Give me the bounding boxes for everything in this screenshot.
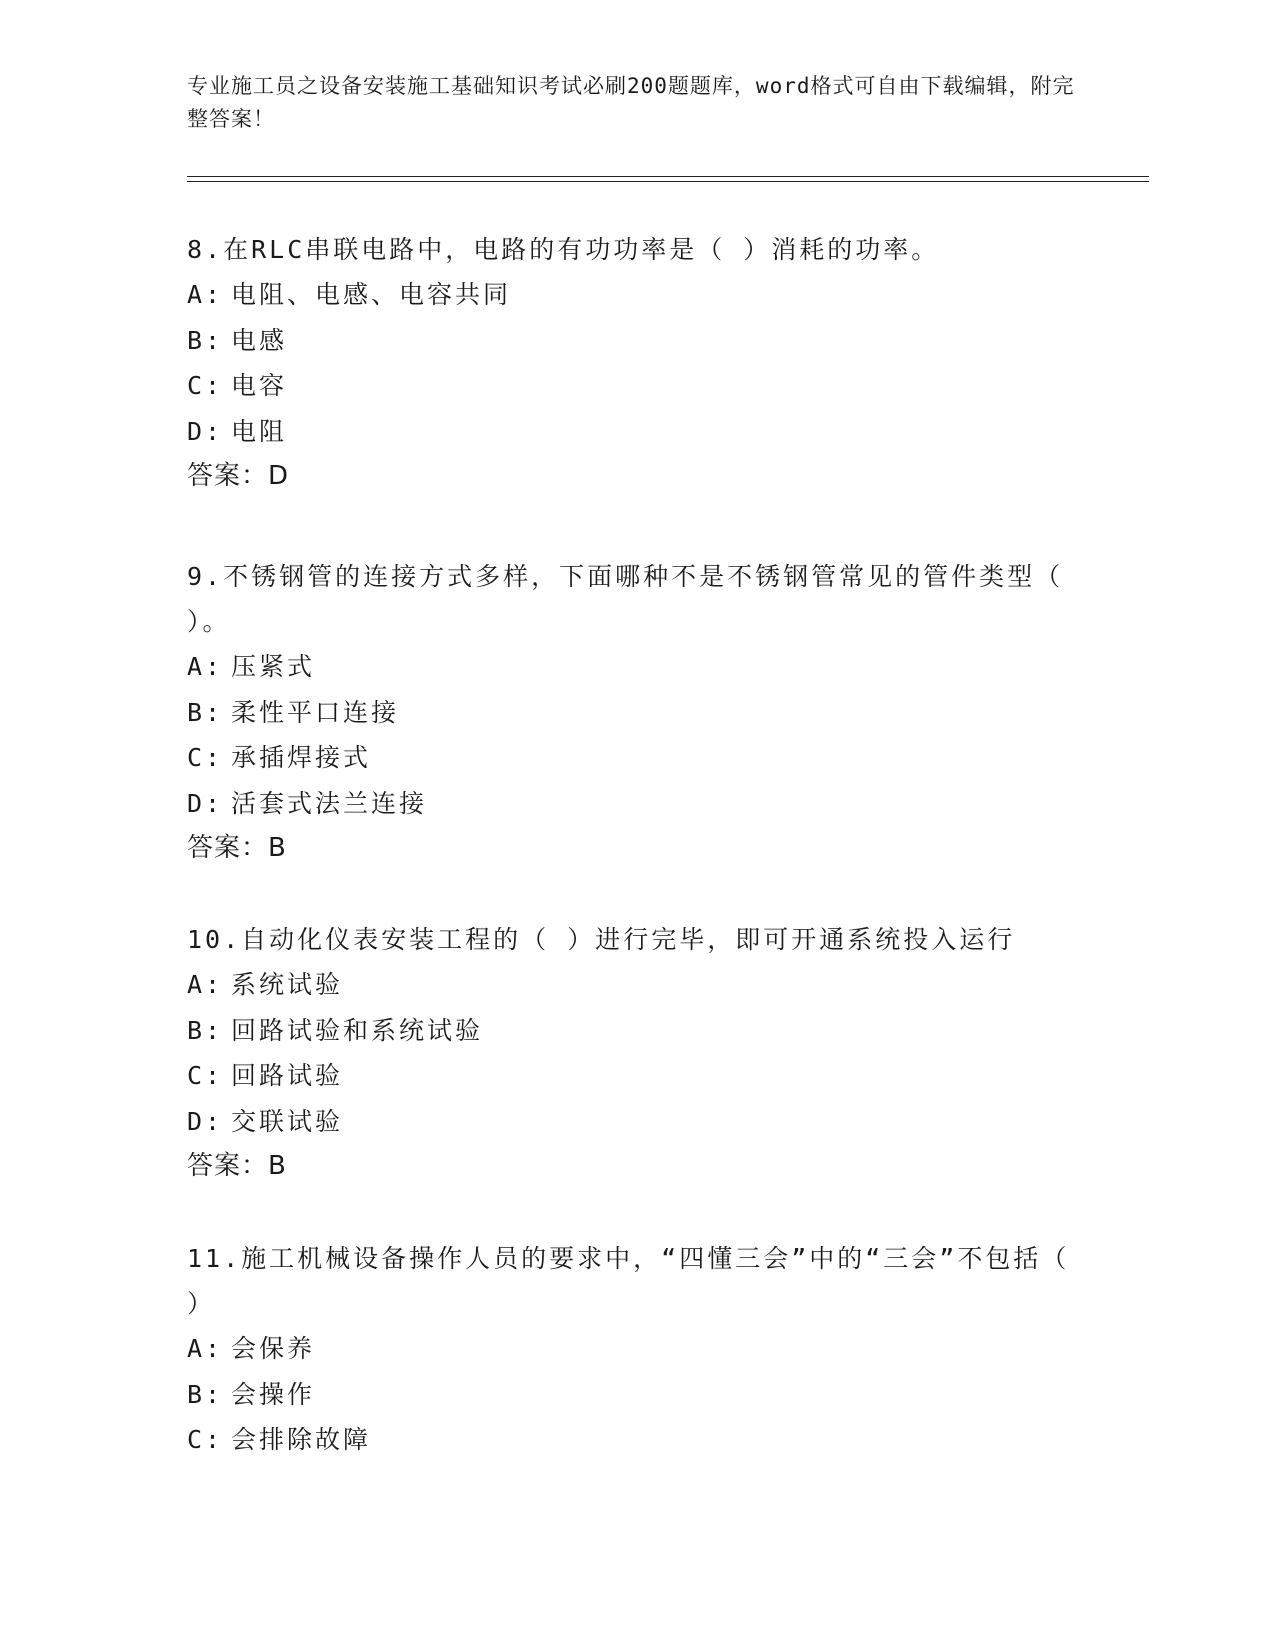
option-a <box>187 1326 1087 1372</box>
option-b <box>187 690 1087 736</box>
option-b <box>187 318 1087 364</box>
option-text: 承插焊接式 <box>231 743 372 772</box>
answer-line: 答案：B <box>187 833 287 863</box>
option-d <box>187 409 1087 455</box>
option-letter: B: <box>187 1379 224 1409</box>
option-letter: D: <box>187 1106 224 1136</box>
option-text: 交联试验 <box>231 1106 344 1136</box>
question-stem: 8.在RLC串联电路中，电路的有功功率是（ ）消耗的功率。 <box>187 235 940 264</box>
option-text: 柔性平口连接 <box>231 697 400 727</box>
option-letter: C: <box>187 1061 224 1090</box>
option-text: 电感 <box>231 325 288 355</box>
question-10 <box>187 917 1087 1189</box>
question-stem: 10.自动化仪表安装工程的（ ）进行完毕，即可开通系统投入运行 <box>187 925 1016 954</box>
question-stem: 11.施工机械设备操作人员的要求中，“四懂三会”中的“三会”不包括（ ） <box>187 1244 1070 1318</box>
header-divider-top <box>187 176 1149 177</box>
option-d <box>187 1099 1087 1145</box>
header-divider-bottom <box>187 181 1149 182</box>
option-a <box>187 644 1087 690</box>
option-text: 回路试验 <box>231 1061 344 1090</box>
option-b <box>187 1372 1087 1418</box>
option-text: 活套式法兰连接 <box>231 788 428 818</box>
answer-line: 答案：D <box>187 461 290 491</box>
option-b <box>187 1008 1087 1054</box>
option-letter: A: <box>187 652 224 681</box>
answer-line: 答案：B <box>187 1151 287 1181</box>
question-8 <box>187 227 1087 499</box>
document-header: 专业施工员之设备安装施工基础知识考试必刷200题题库，word格式可自由下载编辑，附完整答案！ <box>187 74 1075 131</box>
option-text: 电阻、电感、电容共同 <box>231 280 512 309</box>
option-letter: C: <box>187 371 224 400</box>
option-c <box>187 363 1087 409</box>
option-letter: A: <box>187 970 224 999</box>
option-letter: D: <box>187 416 224 446</box>
option-letter: A: <box>187 1334 224 1363</box>
question-stem: 9.不锈钢管的连接方式多样，下面哪种不是不锈钢管常见的管件类型（ ）。 <box>187 562 1064 636</box>
option-text: 会操作 <box>231 1379 316 1409</box>
option-a <box>187 962 1087 1008</box>
option-text: 会排除故障 <box>231 1425 372 1454</box>
option-text: 会保养 <box>231 1334 316 1363</box>
option-letter: A: <box>187 280 224 309</box>
option-letter: B: <box>187 325 224 355</box>
option-letter: D: <box>187 788 224 818</box>
option-c <box>187 735 1087 781</box>
option-text: 电容 <box>231 371 288 400</box>
option-c <box>187 1417 1087 1463</box>
option-text: 电阻 <box>231 416 288 446</box>
option-a <box>187 272 1087 318</box>
option-d <box>187 781 1087 827</box>
option-letter: C: <box>187 1425 224 1454</box>
option-letter: B: <box>187 1015 224 1045</box>
option-text: 压紧式 <box>231 652 316 681</box>
option-letter: B: <box>187 697 224 727</box>
question-11 <box>187 1236 1087 1463</box>
option-text: 回路试验和系统试验 <box>231 1015 484 1045</box>
option-c <box>187 1053 1087 1099</box>
option-letter: C: <box>187 743 224 772</box>
option-text: 系统试验 <box>231 970 344 999</box>
question-9 <box>187 554 1087 871</box>
